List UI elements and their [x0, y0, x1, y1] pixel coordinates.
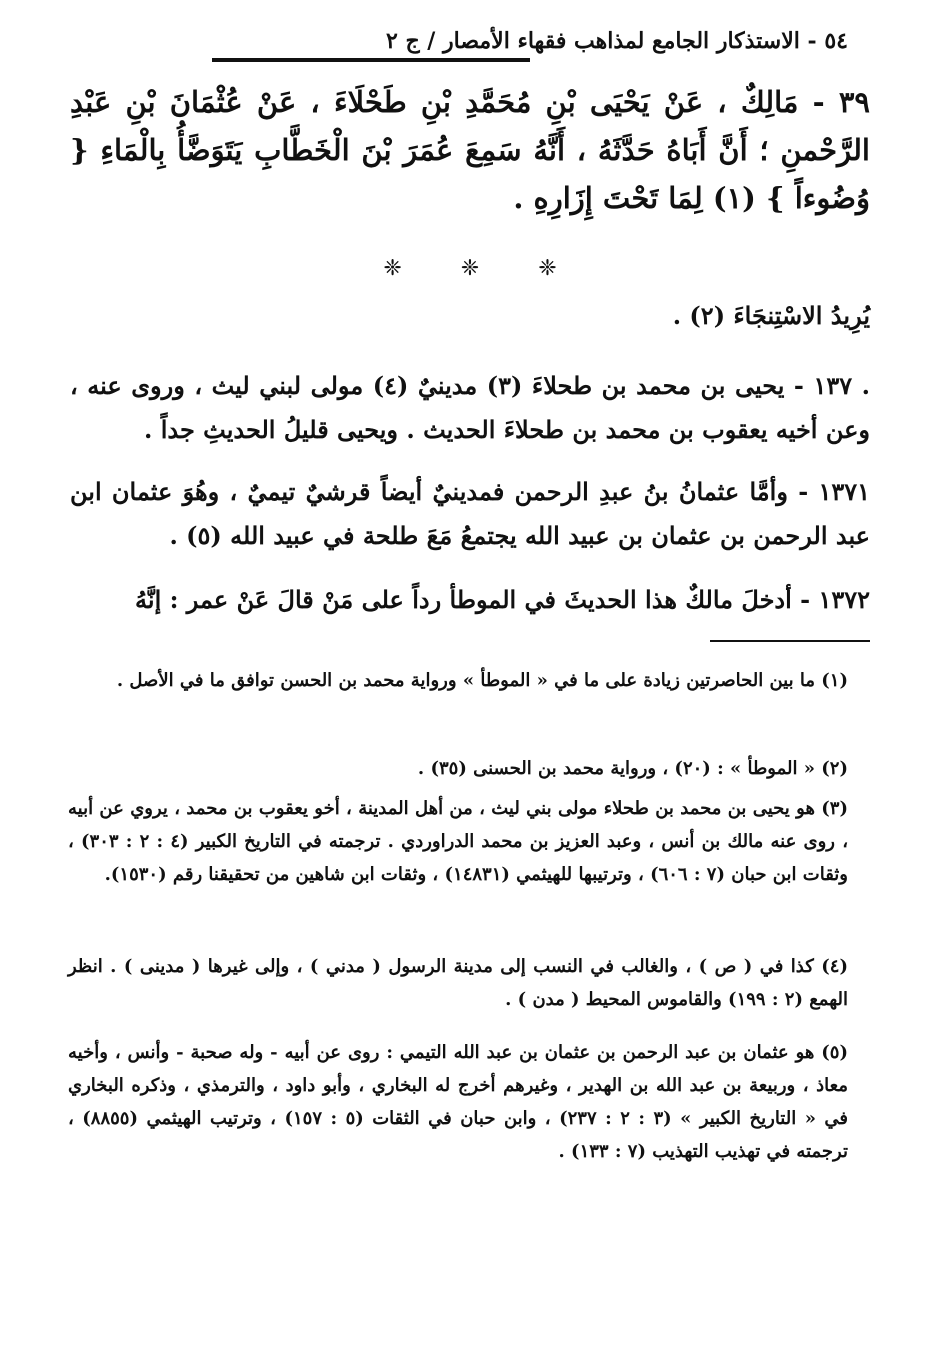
footnote: (٢) « الموطأ » : (٢٠) ، ورواية محمد بن الحسنى (٣٥) .: [417, 758, 848, 779]
star-ornament-icon: ❈: [383, 256, 402, 281]
hadith-block: [70, 78, 870, 222]
hadith-text: - مَالِكٌ ، عَنْ يَحْيَى بْنِ مُحَمَّدِ بْنِ طَحْلَاءَ ، عَنْ عُثْمَانَ بْنِ عَبْدِ الرَّحْمنِ ؛ أَنَّ أَبَاهُ حَدَّثَهُ ، أَنَّهُ سَمِعَ عُمَرَ بْنَ الْخَطَّابِ يَتَوَضَّأُ بِالْمَاءِ { وُضُوءاً } (١) لِمَا تَحْتَ إِزَارِهِ .: [70, 85, 870, 215]
star-ornament-icon: ❈: [460, 256, 480, 281]
footnote: (٣) هو يحيى بن محمد بن طحلاء مولى بني ليث ، من أهل المدينة ، أخو يعقوب بن محمد ، يروي عن أبيه ، روى عنه مالك بن أنس ، وعبد العزيز بن محمد الدراوردي . ترجمته في التاريخ الكبير (٤ : ٢ : ٣٠٣) ، وثقات ابن حبان (٧ : ٦٠٦) ، وترتيبها للهيثمي (١٤٨٣١) ، وثقات ابن شاهين من تحقيقنا رقم (١٥٣٠).: [68, 798, 849, 885]
footnote: (١) ما بين الحاصرتين زيادة على ما في « الموطأ » ورواية محمد بن الحسن توافق ما في الأصل .: [116, 670, 848, 691]
commentary-paragraph: . ١٣٧ - يحيى بن محمد بن طحلاءَ (٣) مدينيٌ (٤) مولى لبني ليث ، وروى عنه ، وعن أخيه يعقوب بن محمد بن طحلاءَ الحديث . ويحيى قليلُ الحديثِ جداً .: [70, 371, 871, 444]
footnote: (٤) كذا في ( ص ) ، والغالب في النسب إلى مدينة الرسول ( مدني ) ، وإلى غيرها ( مدينى ) . انظر الهمع (٢ : ١٩٩) والقاموس المحيط ( مدن ) .: [68, 956, 848, 1010]
commentary-paragraph: ١٣٧١ - وأمَّا عثمانُ بنُ عبدِ الرحمن فمدينيٌ أيضاً قرشيٌ تيميٌ ، وهُوَ عثمان ابن عبد الرحمن بن عثمان بن عبيد الله يجتمعُ مَعَ طلحة في عبيد الله (٥) .: [70, 477, 870, 550]
footnote: (٥) هو عثمان بن عبد الرحمن بن عثمان بن عبد الله التيمي : روى عن أبيه - وله صحبة - وأنس ، وأخيه معاذ ، وربيعة بن عبد الله بن الهدير ، وغيرهم أخرج له البخاري ، وأبو داود ، والترمذي ، وذكره البخاري في « التاريخ الكبير » (٣ : ٢ : ٢٣٧) ، وابن حبان في الثقات (٥ : ١٥٧) ، وترتيب الهيثمي (٨٨٥٥) ، ترجمته في تهذيب التهذيب (٧ : ١٣٣) .: [68, 1042, 849, 1162]
running-header: [386, 28, 848, 54]
hadith-number: ٣٩: [838, 85, 870, 119]
footnote-divider: [710, 640, 870, 642]
header-rule: [212, 58, 530, 62]
page-number: ٥٤: [824, 28, 848, 54]
book-title: - الاستذكار الجامع لمذاهب فقهاء الأمصار / ج ٢: [385, 28, 817, 54]
section-separator: [0, 256, 940, 281]
commentary-paragraph: يُرِيدُ الاسْتِنجَاءَ (٢) .: [672, 301, 870, 330]
commentary-paragraph: ١٣٧٢ - أدخلَ مالكٌ هذا الحديثَ في الموطأ رداً على مَنْ قالَ عَنْ عمر : إنَّهُ: [135, 585, 870, 614]
star-ornament-icon: ❈: [538, 256, 557, 281]
